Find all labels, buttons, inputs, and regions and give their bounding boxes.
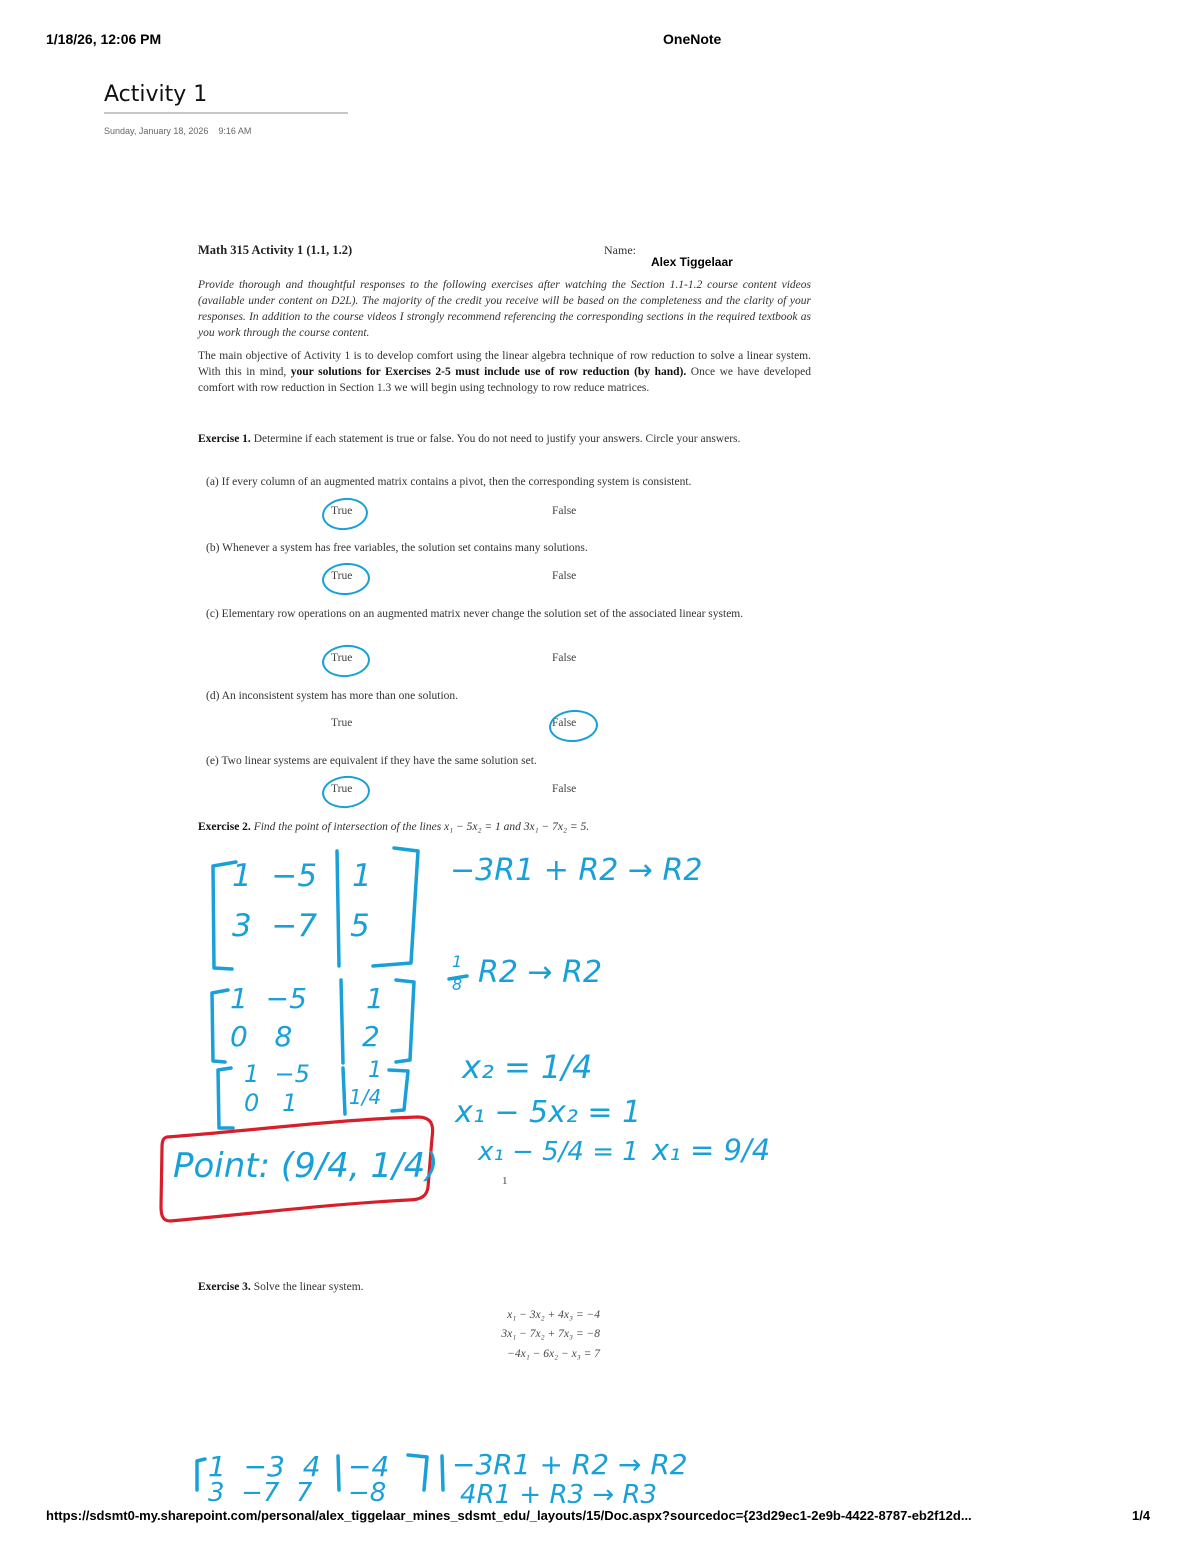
print-footer-url: https://sdsmt0-my.sharepoint.com/personal/alex_tiggelaar_mines_sdsmt_edu/_layouts/15/Doc.aspx?sourcedoc={23d29ec1-2e9b-4422-8787-eb2f12d...	[46, 1508, 972, 1523]
page-created-date: Sunday, January 18, 2026 9:16 AM	[104, 126, 252, 136]
hw-matrix-4-row-1-aug: −4	[348, 1450, 390, 1483]
hw-row-op-3: −3R1 + R2 → R2	[452, 1448, 688, 1481]
name-label: Name:	[604, 243, 636, 257]
hw-matrix-1-row-1: 1 −5	[232, 858, 318, 894]
tf-c-true: True	[331, 652, 353, 664]
tf-item-text: If every column of an augmented matrix contains a pivot, then the corresponding system is consistent.	[221, 476, 692, 488]
intro-paragraph: Provide thorough and thoughtful responses to the following exercises after watching the Section 1.1-1.2 course content videos (available under content on D2L). The majority of the credit you receive will be based on the completeness and the clarity of your responses. In addition to the course videos I strongly recommend referencing the corresponding sections in the required textbook as you work through the course content.	[198, 279, 811, 339]
tf-b-true: True	[331, 570, 353, 582]
exercise-2-label: Exercise 2.	[198, 821, 251, 833]
tf-item-letter: (e)	[206, 755, 219, 767]
tf-a-true: True	[331, 505, 353, 517]
exercise-1-label: Exercise 1.	[198, 433, 251, 445]
matrix-2-left-bracket	[212, 990, 228, 1062]
tf-item-text: Elementary row operations on an augmented matrix never change the solution set of the associated linear system.	[221, 608, 744, 620]
matrix-1-aug-bar	[337, 851, 339, 966]
tf-item-text: An inconsistent system has more than one solution.	[221, 690, 459, 702]
tf-e-true: True	[331, 783, 353, 795]
tf-item-text: Two linear systems are equivalent if they have the same solution set.	[221, 755, 537, 767]
hw-matrix-1-row-2: 3 −7	[232, 908, 318, 944]
student-name: Alex Tiggelaar	[651, 255, 733, 269]
tf-item-letter: (a)	[206, 476, 219, 488]
hw-matrix-2-row-2: 0 8	[230, 1020, 293, 1053]
exercise-3-prompt	[198, 1279, 811, 1295]
exercise-3-text: Solve the linear system.	[253, 1281, 364, 1293]
hw-matrix-2-row-2-aug: 2	[362, 1020, 380, 1053]
hw-matrix-4-clip	[190, 1440, 730, 1510]
course-heading: Math 315 Activity 1 (1.1, 1.2)	[198, 243, 353, 257]
matrix-1-right-bracket	[373, 848, 418, 966]
matrix-3-aug-bar	[343, 1068, 345, 1114]
exercise-2-text: Find the point of intersection of the lines x₁ − 5x₂ = 1 and 3x₁ − 7x₂ = 5.	[253, 821, 590, 833]
hw-matrix-2-row-1: 1 −5	[230, 982, 307, 1015]
print-app-name: OneNote	[663, 31, 722, 47]
objective-text-1: The main objective of Activity 1 is to develop comfort using the linear algebra technique of row reduction to solve a linear system. With this in mind,	[198, 350, 811, 378]
ex3-equation-2: 3x₁ − 7x₂ + 7x₃ = −8	[501, 1328, 600, 1340]
matrix-3-left-bracket	[218, 1068, 233, 1128]
hw-point-answer: Point: (9/4, 1/4)	[173, 1146, 439, 1186]
tf-item-letter: (b)	[206, 542, 220, 554]
exercise-1-text: Determine if each statement is true or false. You do not need to justify your answers. Circle your answers.	[253, 433, 741, 445]
hw-x1-solution: x₁ = 9/4	[652, 1133, 771, 1167]
hw-fraction-denominator: 8	[452, 975, 463, 994]
tf-d-true: True	[331, 717, 353, 729]
ex3-equation-1: x₁ − 3x₂ + 4x₃ = −4	[507, 1309, 600, 1321]
hw-matrix-3-row-2: 0 1	[244, 1089, 298, 1117]
hw-matrix-4-row-1: 1 −3 4	[208, 1450, 321, 1483]
hw-row-op-4: 4R1 + R3 → R3	[460, 1480, 657, 1510]
tf-d-false: False	[552, 717, 577, 729]
matrix-3-right-bracket	[389, 1070, 408, 1111]
tf-b-false: False	[552, 570, 577, 582]
doc-page-number: 1	[502, 1175, 508, 1187]
print-page-count: 1/4	[1132, 1508, 1151, 1523]
hw-matrix-1-row-2-aug: 5	[350, 908, 370, 944]
tf-item-text: Whenever a system has free variables, the solution set contains many solutions.	[222, 542, 588, 554]
hw-fraction-numerator: 1	[452, 952, 463, 971]
hw-matrix-3-row-1: 1 −5	[244, 1060, 310, 1088]
matrix-2-aug-bar	[341, 980, 343, 1063]
tf-c-false: False	[552, 652, 577, 664]
hw-matrix-3-row-2-aug: 1/4	[349, 1085, 382, 1109]
objective-bold: your solutions for Exercises 2-5 must include use of row reduction (by hand).	[290, 366, 687, 378]
tf-item-letter: (d)	[206, 690, 220, 702]
hw-matrix-2-row-1-aug: 1	[366, 982, 384, 1015]
exercise-3-label: Exercise 3.	[198, 1281, 251, 1293]
hw-back-substitution-2: x₁ − 5/4 = 1	[478, 1137, 639, 1167]
hw-row-op-2: R2 → R2	[478, 955, 603, 990]
hw-matrix-3-row-1-aug: 1	[368, 1058, 382, 1083]
hw-back-substitution-1: x₁ − 5x₂ = 1	[455, 1095, 642, 1130]
hw-matrix-4-row-2-aug: −8	[348, 1478, 387, 1508]
tf-item-letter: (c)	[206, 608, 219, 620]
hw-matrix-1-row-1-aug: 1	[352, 858, 372, 894]
tf-a-false: False	[552, 505, 577, 517]
hw-matrix-4-row-2: 3 −7 7	[208, 1478, 313, 1508]
page-title: Activity 1	[104, 82, 208, 107]
tf-e-false: False	[552, 783, 577, 795]
print-datetime: 1/18/26, 12:06 PM	[46, 31, 162, 47]
hw-row-op-1: −3R1 + R2 → R2	[450, 853, 703, 888]
hw-x2-solution: x₂ = 1/4	[462, 1048, 593, 1086]
matrix-2-right-bracket	[396, 980, 414, 1062]
ex3-equation-3: −4x₁ − 6x₂ − x₃ = 7	[507, 1348, 600, 1360]
objective-text-2: Once we have developed comfort with row reduction in Section 1.3 we will begin using technology to row reduce matrices.	[198, 366, 812, 394]
